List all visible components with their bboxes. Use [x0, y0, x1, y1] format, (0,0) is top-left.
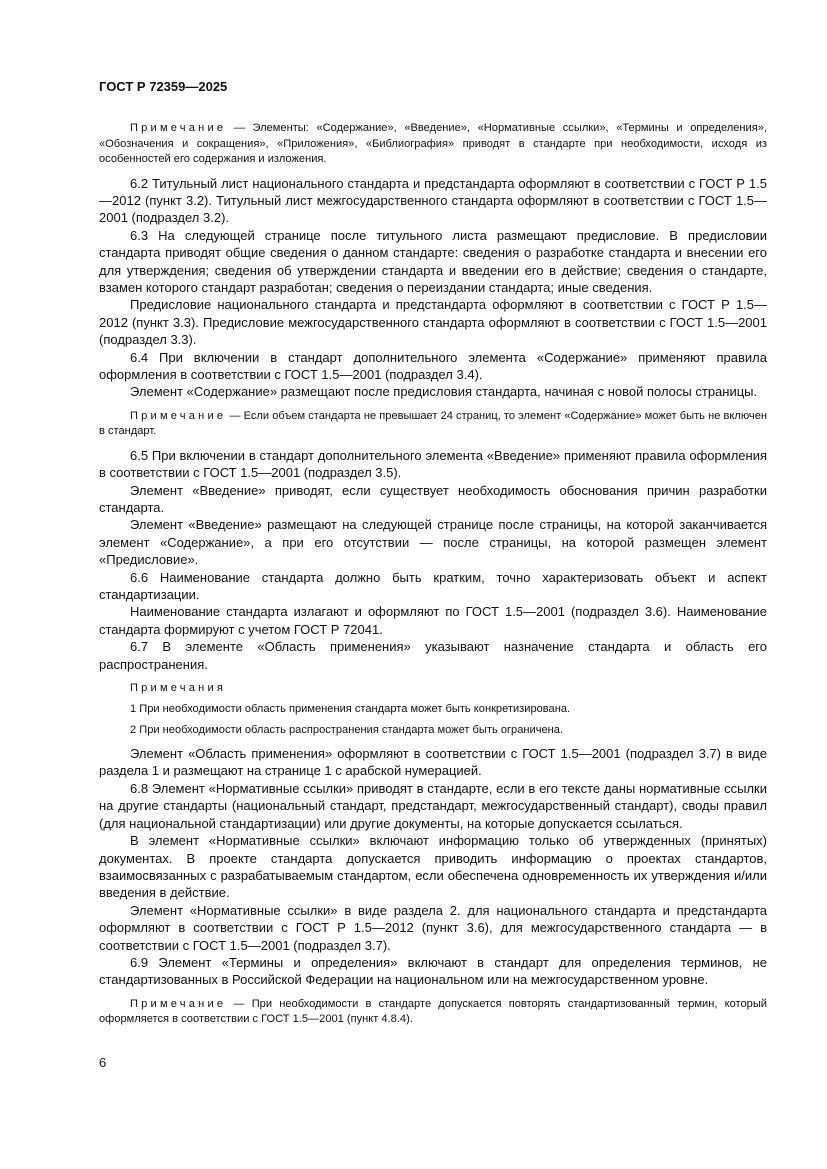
paragraph-6-8: 6.8 Элемент «Нормативные ссылки» приводят в стандарте, если в его тексте даны нормативные ссылки на другие стандарты (национальный стандарт, предстандарт, межгосударственный стандарт), своды правил (для национальной стандартизации) или другие документы, на которые допускается ссылаться.	[99, 780, 767, 831]
paragraph-6-5-reason: Элемент «Введение» приводят, если существует необходимость обоснования причин разработки стандарта.	[99, 482, 767, 515]
note-contents	[99, 409, 767, 440]
notes-item-2: 2 При необходимости область распространения стандарта может быть ограничена.	[130, 724, 564, 737]
paragraph-6-5: 6.5 При включении в стандарт дополнительного элемента «Введение» применяют правила оформления в соответствии с ГОСТ 1.5—2001 (подраздел 3.5).	[99, 447, 767, 481]
note-label: Примечание	[130, 409, 227, 422]
paragraph-6-4: 6.4 При включении в стандарт дополнительного элемента «Содержание» применяют правила оформления в соответствии с ГОСТ 1.5—2001 (подраздел 3.4).	[99, 349, 767, 382]
paragraph-6-9: 6.9 Элемент «Термины и определения» включают в стандарт для определения терминов, не стандартизованных в Российской Федерации на национальном или на межгосударственном уровне.	[99, 954, 767, 988]
paragraph-6-3-preface: Предисловие национального стандарта и предстандарта оформляют в соответствии с ГОСТ Р 1.5—2012 (пункт 3.3). Предисловие межгосударственного стандарта оформляют в соответствии с ГОСТ 1.5—2001 (подраздел 3.3).	[99, 297, 767, 348]
paragraph-6-2: 6.2 Титульный лист национального стандарта и предстандарта оформляют в соответствии с ГОСТ Р 1.5—2012 (пункт 3.2). Титульный лист межгосударственного стандарта оформляют в соответствии с ГОСТ 1.5—2001 (подраздел 3.2).	[99, 175, 767, 226]
note-elements	[99, 121, 767, 168]
paragraph-6-6: 6.6 Наименование стандарта должно быть кратким, точно характеризовать объект и аспект стандартизации.	[99, 569, 767, 603]
paragraph-6-6-format: Наименование стандарта излагают и оформляют по ГОСТ 1.5—2001 (подраздел 3.6). Наименование стандарта формируют с учетом ГОСТ Р 72041.	[99, 604, 767, 637]
standard-code-header: ГОСТ Р 72359—2025	[99, 79, 228, 94]
paragraph-6-7-format: Элемент «Область применения» оформляют в соответствии с ГОСТ 1.5—2001 (подраздел 3.7) в виде раздела 1 и размещают на странице 1 с арабской нумерацией.	[99, 746, 767, 779]
paragraph-6-4-placement: Элемент «Содержание» размещают после предисловия стандарта, начиная с новой полосы страницы.	[130, 384, 758, 400]
paragraph-6-8-approved: В элемент «Нормативные ссылки» включают информацию только об утвержденных (принятых) документах. В проекте стандарта допускается приводить информацию о проектах стандартов, взаимосвязанных с разрабатываемым стандартом, если обеспечена одновременность их утверждения и/или введения в действие.	[99, 833, 767, 901]
notes-heading: Примечания	[130, 682, 227, 695]
page-number: 6	[99, 1055, 107, 1070]
note-text: — Если объем стандарта не превышает 24 страниц, то элемент «Содержание» может быть не включен в стандарт.	[99, 409, 767, 438]
paragraph-6-8-format: Элемент «Нормативные ссылки» в виде раздела 2. для национального стандарта и предстандарта оформляют в соответствии с ГОСТ Р 1.5—2012 (пункт 3.6), для межгосударственного стандарта — в соответствии с ГОСТ 1.5—2001 (подраздел 3.7).	[99, 902, 767, 953]
paragraph-6-7: 6.7 В элементе «Область применения» указывают назначение стандарта и область его распространения.	[99, 639, 767, 672]
note-terms	[99, 997, 767, 1028]
paragraph-6-3: 6.3 На следующей странице после титульного листа размещают предисловие. В предисловии стандарта приводят общие сведения о данном стандарте: сведения о разработке стандарта и внесении его для утверждения; сведения об утверждении стандарта и введении его в действие; сведения о стандарте, взамен которого стандарт разработан; сведения о переиздании стандарта; иные сведения.	[99, 227, 767, 295]
note-label: Примечание	[130, 997, 227, 1010]
note-label: Примечание	[130, 122, 227, 134]
document-body	[99, 121, 767, 1028]
note-text: — Элементы: «Содержание», «Введение», «Нормативные ссылки», «Термины и определения», «Обозначения и сокращения», «Приложения», «Библиография» приводят в стандарте при необходимости, исходя из особенностей его содержания и изложения.	[99, 122, 767, 165]
note-text: — При необходимости в стандарте допускается повторять стандартизованный термин, который оформляется в соответствии с ГОСТ 1.5—2001 (пункт 4.8.4).	[99, 997, 767, 1026]
paragraph-6-5-placement: Элемент «Введение» размещают на следующей странице после страницы, на которой заканчивается элемент «Содержание», а при его отсутствии — после страницы, на которой размещен элемент «Предисловие».	[99, 517, 767, 568]
notes-item-1: 1 При необходимости область применения стандарта может быть конкретизирована.	[130, 703, 571, 716]
